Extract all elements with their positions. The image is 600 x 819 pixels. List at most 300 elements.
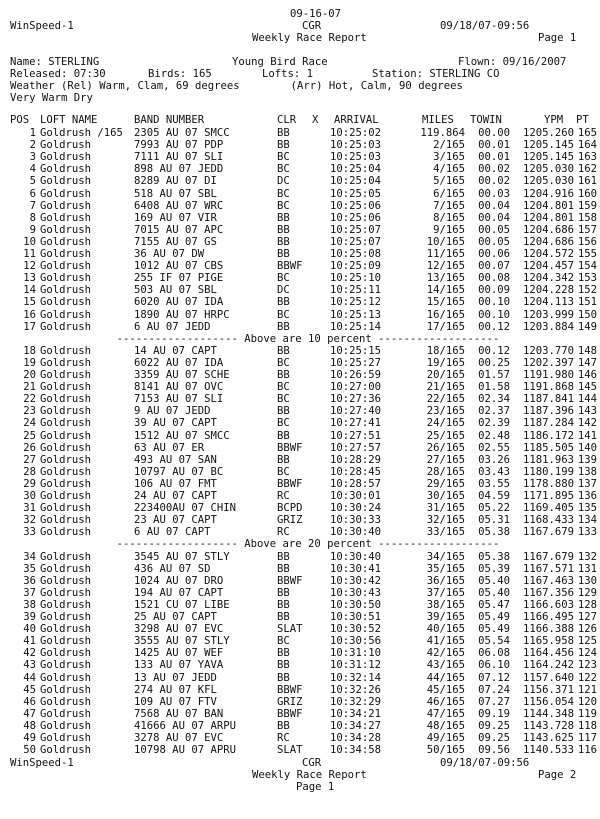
color-cell: BC (277, 465, 290, 478)
band-number-cell: 6 AU 07 CAPT (134, 526, 211, 539)
points-cell: 130 (577, 574, 597, 587)
pos-cell: 30 (23, 490, 36, 502)
towin-cell: 00.12 (478, 320, 510, 333)
col-pos: POS (10, 114, 30, 126)
points-cell: 126 (577, 623, 597, 636)
miles-cell: 26/165 (426, 441, 465, 454)
arrival-cell: 10:31:10 (330, 647, 382, 660)
ypm-cell: 1203.770 (522, 344, 574, 357)
points-cell: 133 (577, 526, 597, 539)
result-row (0, 212, 600, 224)
ypm-cell: 1203.884 (522, 320, 574, 333)
pos-cell: 40 (23, 623, 36, 636)
col-x: X (312, 114, 319, 126)
pos-cell: 17 (23, 320, 36, 333)
result-row (0, 151, 600, 163)
ypm-cell: 1157.640 (522, 671, 574, 684)
result-row (0, 188, 600, 200)
loft-name-cell: Goldrush (40, 175, 92, 188)
points-cell: 129 (577, 586, 597, 599)
color-cell: BC (277, 199, 290, 212)
band-number-cell: 7568 AU 07 BAN (134, 707, 224, 720)
points-cell: 134 (577, 514, 597, 527)
band-number-cell: 1012 AU 07 CBS (134, 260, 224, 273)
arrival-cell: 10:25:09 (330, 260, 382, 273)
miles-cell: 8/165 (433, 211, 465, 224)
towin-cell: 00.05 (478, 235, 510, 248)
arrival-cell: 10:30:41 (330, 562, 382, 575)
miles-cell: 119.864 (420, 127, 465, 139)
ypm-cell: 1167.463 (522, 574, 574, 587)
band-number-cell: 169 AU 07 VIR (134, 211, 217, 224)
towin-cell: 00.02 (478, 163, 510, 176)
points-cell: 135 (577, 502, 597, 515)
loft-name-cell: Goldrush /165 (40, 127, 123, 139)
band-number-cell: 6020 AU 07 IDA (134, 296, 224, 309)
ypm-cell: 1164.242 (522, 659, 574, 672)
band-number-cell: 493 AU 07 SAN (134, 453, 217, 466)
miles-cell: 50/165 (426, 744, 465, 757)
header-date: 09-16-07 (290, 8, 342, 20)
points-cell: 124 (577, 647, 597, 660)
ypm-cell: 1164.456 (522, 647, 574, 660)
result-row (0, 611, 600, 623)
towin-cell: 00.07 (478, 260, 510, 273)
points-cell: 148 (577, 344, 597, 357)
race-released: Released: 07:30 (10, 68, 106, 80)
points-cell: 153 (577, 272, 597, 285)
results-column-headers (0, 114, 600, 126)
arrival-cell: 10:31:12 (330, 659, 382, 672)
points-cell: 138 (577, 465, 597, 478)
pos-cell: 41 (23, 635, 36, 648)
result-row (0, 248, 600, 260)
ypm-cell: 1187.841 (522, 393, 574, 406)
result-row (0, 659, 600, 671)
miles-cell: 44/165 (426, 671, 465, 684)
loft-name-cell: Goldrush (40, 284, 92, 297)
points-cell: 140 (577, 441, 597, 454)
loft-name-cell: Goldrush (40, 429, 92, 442)
result-row (0, 708, 600, 720)
report-footer-line3 (0, 781, 600, 793)
band-number-cell: 436 AU 07 SD (134, 562, 211, 575)
towin-cell: 00.04 (478, 211, 510, 224)
footer-report-title: Weekly Race Report (252, 769, 367, 781)
arrival-cell: 10:34:58 (330, 744, 382, 757)
result-row (0, 284, 600, 296)
color-cell: BB (277, 550, 290, 563)
arrival-cell: 10:25:27 (330, 356, 382, 369)
points-cell: 155 (577, 248, 597, 260)
ypm-cell: 1168.433 (522, 514, 574, 527)
pos-cell: 48 (23, 719, 36, 732)
result-row (0, 696, 600, 708)
color-cell: GRIZ (277, 695, 303, 708)
points-cell: 165 (577, 127, 597, 139)
arrival-cell: 10:28:57 (330, 477, 382, 490)
loft-name-cell: Goldrush (40, 695, 92, 708)
arrival-cell: 10:25:04 (330, 175, 382, 188)
miles-cell: 4/165 (433, 163, 465, 176)
points-cell: 149 (577, 320, 597, 333)
points-cell: 159 (577, 199, 597, 212)
arrival-cell: 10:25:11 (330, 284, 382, 297)
pos-cell: 42 (23, 647, 36, 660)
result-row (0, 345, 600, 357)
race-info-line2 (0, 68, 600, 80)
loft-name-cell: Goldrush (40, 598, 92, 611)
band-number-cell: 109 AU 07 FTV (134, 695, 217, 708)
towin-cell: 02.55 (478, 441, 510, 454)
result-row (0, 732, 600, 744)
miles-cell: 23/165 (426, 405, 465, 418)
loft-name-cell: Goldrush (40, 381, 92, 394)
result-row (0, 575, 600, 587)
points-cell: 119 (577, 707, 597, 720)
loft-name-cell: Goldrush (40, 477, 92, 490)
col-pt: PT (576, 114, 589, 126)
points-cell: 136 (577, 490, 597, 502)
result-row (0, 672, 600, 684)
result-row (0, 417, 600, 429)
arrival-cell: 10:25:04 (330, 163, 382, 176)
band-number-cell: 223400AU 07 CHIN (134, 502, 237, 515)
miles-cell: 28/165 (426, 465, 465, 478)
loft-name-cell: Goldrush (40, 659, 92, 672)
ypm-cell: 1171.895 (522, 490, 574, 502)
loft-name-cell: Goldrush (40, 417, 92, 430)
pos-cell: 31 (23, 502, 36, 515)
race-info-line4 (0, 92, 600, 104)
result-row (0, 139, 600, 151)
points-cell: 141 (577, 429, 597, 442)
arrival-cell: 10:30:24 (330, 502, 382, 515)
color-cell: BB (277, 719, 290, 732)
band-number-cell: 255 IF 07 PIGE (134, 272, 224, 285)
towin-cell: 00.25 (478, 356, 510, 369)
result-row (0, 744, 600, 756)
pos-cell: 12 (23, 260, 36, 273)
color-cell: BB (277, 223, 290, 236)
ypm-cell: 1202.397 (522, 356, 574, 369)
color-cell: BB (277, 671, 290, 684)
points-cell: 146 (577, 369, 597, 381)
loft-name-cell: Goldrush (40, 369, 92, 381)
pos-cell: 32 (23, 514, 36, 527)
pos-cell: 1 (29, 127, 36, 139)
band-number-cell: 6022 AU 07 IDA (134, 356, 224, 369)
result-row (0, 321, 600, 333)
result-row (0, 514, 600, 526)
miles-cell: 14/165 (426, 284, 465, 297)
pos-cell: 3 (29, 151, 36, 164)
col-ypm: YPM (544, 114, 564, 126)
miles-cell: 19/165 (426, 356, 465, 369)
pos-cell: 33 (23, 526, 36, 539)
loft-name-cell: Goldrush (40, 151, 92, 164)
points-cell: 154 (577, 260, 597, 273)
towin-cell: 00.01 (478, 139, 510, 152)
band-number-cell: 13 AU 07 JEDD (134, 671, 217, 684)
miles-cell: 15/165 (426, 296, 465, 309)
color-cell: BC (277, 635, 290, 648)
pos-cell: 45 (23, 683, 36, 696)
report-header-line3 (0, 32, 600, 44)
color-cell: BC (277, 356, 290, 369)
points-cell: 137 (577, 477, 597, 490)
ypm-cell: 1143.625 (522, 732, 574, 744)
arrival-cell: 10:25:14 (330, 320, 382, 333)
color-cell: BCPD (277, 502, 303, 515)
points-cell: 163 (577, 151, 597, 164)
towin-cell: 09.19 (478, 707, 510, 720)
towin-cell: 06.08 (478, 647, 510, 660)
ypm-cell: 1186.172 (522, 429, 574, 442)
loft-name-cell: Goldrush (40, 199, 92, 212)
arrival-cell: 10:25:02 (330, 127, 382, 139)
towin-cell: 03.26 (478, 453, 510, 466)
towin-cell: 07.24 (478, 683, 510, 696)
towin-cell: 05.40 (478, 574, 510, 587)
miles-cell: 7/165 (433, 199, 465, 212)
band-number-cell: 1024 AU 07 DRO (134, 574, 224, 587)
points-cell: 120 (577, 695, 597, 708)
loft-name-cell: Goldrush (40, 248, 92, 260)
points-cell: 117 (577, 732, 597, 744)
points-cell: 125 (577, 635, 597, 648)
race-weather-note: Very Warm Dry (10, 92, 93, 104)
pos-cell: 50 (23, 744, 36, 757)
points-cell: 131 (577, 562, 597, 575)
result-row (0, 720, 600, 732)
race-name: Name: STERLING (10, 56, 100, 68)
towin-cell: 00.05 (478, 223, 510, 236)
loft-name-cell: Goldrush (40, 272, 92, 285)
color-cell: RC (277, 526, 290, 539)
percent-separator: ------------------- Above are 20 percent ------------------- (116, 538, 500, 551)
points-cell: 147 (577, 356, 597, 369)
color-cell: BB (277, 598, 290, 611)
race-info-line3 (0, 80, 600, 92)
points-cell: 156 (577, 235, 597, 248)
arrival-cell: 10:25:15 (330, 344, 382, 357)
miles-cell: 25/165 (426, 429, 465, 442)
loft-name-cell: Goldrush (40, 526, 92, 539)
arrival-cell: 10:28:29 (330, 453, 382, 466)
col-arrival: ARRIVAL (334, 114, 379, 126)
loft-name-cell: Goldrush (40, 211, 92, 224)
pos-cell: 21 (23, 381, 36, 394)
race-title: Young Bird Race (232, 56, 328, 68)
pos-cell: 44 (23, 671, 36, 684)
miles-cell: 38/165 (426, 598, 465, 611)
miles-cell: 47/165 (426, 707, 465, 720)
result-row (0, 551, 600, 563)
towin-cell: 00.08 (478, 272, 510, 285)
points-cell: 132 (577, 550, 597, 563)
arrival-cell: 10:34:27 (330, 719, 382, 732)
miles-cell: 42/165 (426, 647, 465, 660)
miles-cell: 18/165 (426, 344, 465, 357)
pos-cell: 6 (29, 187, 36, 200)
ypm-cell: 1204.228 (522, 284, 574, 297)
arrival-cell: 10:32:14 (330, 671, 382, 684)
miles-cell: 39/165 (426, 611, 465, 623)
loft-name-cell: Goldrush (40, 683, 92, 696)
color-cell: RC (277, 732, 290, 744)
pos-cell: 15 (23, 296, 36, 309)
points-cell: 150 (577, 308, 597, 321)
color-cell: BBWF (277, 441, 303, 454)
arrival-cell: 10:25:12 (330, 296, 382, 309)
percent-separator: ------------------- Above are 10 percent ------------------- (116, 332, 500, 345)
miles-cell: 29/165 (426, 477, 465, 490)
report-footer-line1 (0, 757, 600, 769)
footer-timestamp: 09/18/07-09:56 (440, 757, 530, 769)
points-cell: 116 (577, 744, 597, 757)
towin-cell: 03.55 (478, 477, 510, 490)
towin-cell: 04.59 (478, 490, 510, 502)
towin-cell: 05.47 (478, 598, 510, 611)
loft-name-cell: Goldrush (40, 623, 92, 636)
ypm-cell: 1187.396 (522, 405, 574, 418)
miles-cell: 3/165 (433, 151, 465, 164)
ypm-cell: 1156.371 (522, 683, 574, 696)
towin-cell: 07.27 (478, 695, 510, 708)
miles-cell: 43/165 (426, 659, 465, 672)
ypm-cell: 1204.572 (522, 248, 574, 260)
arrival-cell: 10:25:10 (330, 272, 382, 285)
points-cell: 145 (577, 381, 597, 394)
arrival-cell: 10:30:01 (330, 490, 382, 502)
arrival-cell: 10:30:51 (330, 611, 382, 623)
result-row (0, 260, 600, 272)
arrival-cell: 10:32:26 (330, 683, 382, 696)
miles-cell: 31/165 (426, 502, 465, 515)
color-cell: BC (277, 393, 290, 406)
loft-name-cell: Goldrush (40, 719, 92, 732)
loft-name-cell: Goldrush (40, 223, 92, 236)
towin-cell: 02.48 (478, 429, 510, 442)
footer-page-right: Page 2 (538, 769, 577, 781)
color-cell: BB (277, 344, 290, 357)
miles-cell: 33/165 (426, 526, 465, 539)
towin-cell: 09.56 (478, 744, 510, 757)
pos-cell: 23 (23, 405, 36, 418)
color-cell: BC (277, 163, 290, 176)
loft-name-cell: Goldrush (40, 647, 92, 660)
towin-cell: 05.31 (478, 514, 510, 527)
col-clr: CLR (277, 114, 297, 126)
points-cell: 158 (577, 211, 597, 224)
loft-name-cell: Goldrush (40, 393, 92, 406)
race-flown: Flown: 09/16/2007 (458, 56, 567, 68)
towin-cell: 09.25 (478, 732, 510, 744)
band-number-cell: 7155 AU 07 GS (134, 235, 217, 248)
ypm-cell: 1165.958 (522, 635, 574, 648)
loft-name-cell: Goldrush (40, 139, 92, 152)
ypm-cell: 1187.284 (522, 417, 574, 430)
ypm-cell: 1204.801 (522, 211, 574, 224)
band-number-cell: 8141 AU 07 OVC (134, 381, 224, 394)
pos-cell: 4 (29, 163, 36, 176)
result-row (0, 430, 600, 442)
arrival-cell: 10:30:52 (330, 623, 382, 636)
arrival-cell: 10:30:42 (330, 574, 382, 587)
pos-cell: 10 (23, 235, 36, 248)
pos-cell: 38 (23, 598, 36, 611)
color-cell: GRIZ (277, 514, 303, 527)
color-cell: BBWF (277, 707, 303, 720)
loft-name-cell: Goldrush (40, 502, 92, 515)
band-number-cell: 3555 AU 07 STLY (134, 635, 230, 648)
col-miles: MILES (422, 114, 454, 126)
towin-cell: 00.00 (478, 127, 510, 139)
arrival-cell: 10:25:07 (330, 235, 382, 248)
towin-cell: 00.06 (478, 248, 510, 260)
pos-cell: 11 (23, 248, 36, 260)
color-cell: DC (277, 284, 290, 297)
result-row (0, 647, 600, 659)
color-cell: BBWF (277, 260, 303, 273)
miles-cell: 20/165 (426, 369, 465, 381)
arrival-cell: 10:27:51 (330, 429, 382, 442)
result-row (0, 684, 600, 696)
points-cell: 121 (577, 683, 597, 696)
result-row (0, 405, 600, 417)
pos-cell: 26 (23, 441, 36, 454)
points-cell: 157 (577, 223, 597, 236)
header-timestamp: 09/18/07-09:56 (440, 20, 530, 32)
towin-cell: 06.10 (478, 659, 510, 672)
pos-cell: 5 (29, 175, 36, 188)
arrival-cell: 10:28:45 (330, 465, 382, 478)
ypm-cell: 1205.030 (522, 163, 574, 176)
ypm-cell: 1204.801 (522, 199, 574, 212)
loft-name-cell: Goldrush (40, 235, 92, 248)
result-row (0, 635, 600, 647)
pos-cell: 13 (23, 272, 36, 285)
ypm-cell: 1204.113 (522, 296, 574, 309)
result-row (0, 224, 600, 236)
miles-cell: 22/165 (426, 393, 465, 406)
color-cell: DC (277, 175, 290, 188)
towin-cell: 07.12 (478, 671, 510, 684)
result-row (0, 478, 600, 490)
towin-cell: 00.10 (478, 296, 510, 309)
band-number-cell: 2305 AU 07 SMCC (134, 127, 230, 139)
ypm-cell: 1180.199 (522, 465, 574, 478)
result-row (0, 272, 600, 284)
color-cell: BC (277, 272, 290, 285)
color-cell: BC (277, 151, 290, 164)
color-cell: BB (277, 127, 290, 139)
miles-cell: 48/165 (426, 719, 465, 732)
towin-cell: 05.49 (478, 623, 510, 636)
ypm-cell: 1167.679 (522, 526, 574, 539)
arrival-cell: 10:25:03 (330, 139, 382, 152)
ypm-cell: 1140.533 (522, 744, 574, 757)
ypm-cell: 1204.686 (522, 223, 574, 236)
band-number-cell: 8289 AU 07 DI (134, 175, 217, 188)
col-band-number: BAND NUMBER (134, 114, 205, 126)
result-row (0, 200, 600, 212)
miles-cell: 37/165 (426, 586, 465, 599)
loft-name-cell: Goldrush (40, 260, 92, 273)
footer-org: CGR (302, 757, 322, 769)
towin-cell: 00.01 (478, 151, 510, 164)
